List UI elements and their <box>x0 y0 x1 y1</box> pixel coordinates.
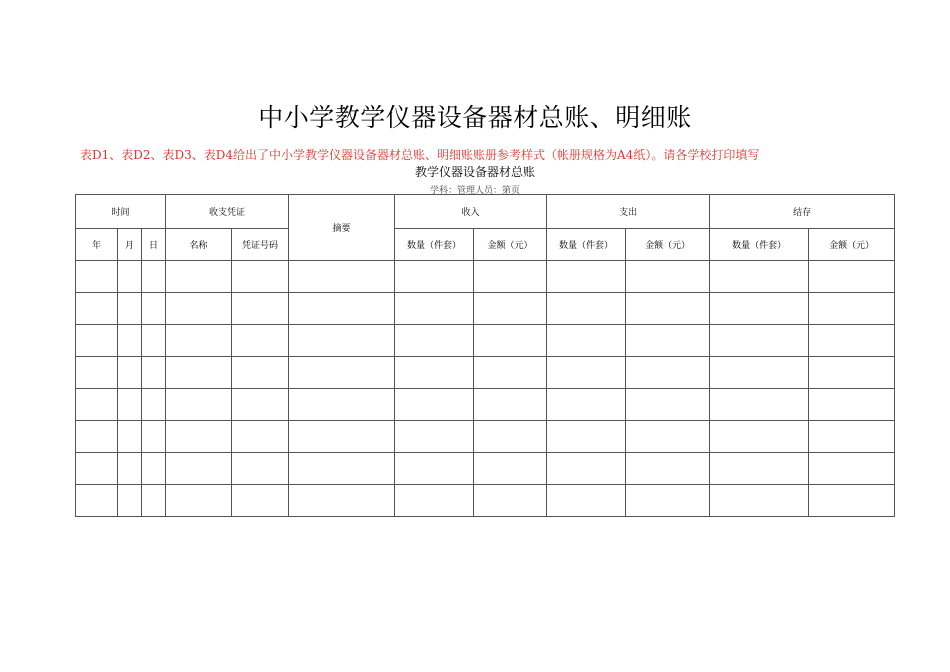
table-cell <box>626 453 710 485</box>
header-income: 收入 <box>395 195 547 229</box>
table-row <box>76 453 895 485</box>
table-cell <box>395 325 474 357</box>
table-cell <box>76 357 118 389</box>
table-cell <box>76 485 118 517</box>
table-cell <box>626 485 710 517</box>
table-cell <box>166 261 232 293</box>
table-row <box>76 485 895 517</box>
table-cell <box>289 357 395 389</box>
table-cell <box>474 421 547 453</box>
table-cell <box>232 357 289 389</box>
table-cell <box>626 421 710 453</box>
table-cell <box>289 421 395 453</box>
page-title: 中小学教学仪器设备器材总账、明细账 <box>258 103 692 132</box>
header-name: 名称 <box>166 229 232 261</box>
table-cell <box>547 357 626 389</box>
table-cell <box>232 325 289 357</box>
table-cell <box>289 261 395 293</box>
table-cell <box>118 261 142 293</box>
table-row <box>76 357 895 389</box>
table-cell <box>547 389 626 421</box>
table-cell <box>547 293 626 325</box>
ledger-meta-line: 学科：管理人员：第页 <box>429 186 520 196</box>
ledger-title: 教学仪器设备器材总账 <box>414 165 535 179</box>
table-cell <box>118 421 142 453</box>
table-cell <box>76 453 118 485</box>
table-cell <box>289 325 395 357</box>
table-cell <box>142 453 166 485</box>
table-cell <box>547 485 626 517</box>
header-summary: 摘要 <box>289 195 395 261</box>
table-cell <box>166 389 232 421</box>
table-cell <box>474 293 547 325</box>
table-row <box>76 325 895 357</box>
table-cell <box>142 485 166 517</box>
table-row <box>76 293 895 325</box>
header-expense-quantity: 数量（件套） <box>547 229 626 261</box>
table-cell <box>547 325 626 357</box>
table-cell <box>76 389 118 421</box>
table-cell <box>289 485 395 517</box>
table-cell <box>166 325 232 357</box>
table-cell <box>474 453 547 485</box>
table-cell <box>142 261 166 293</box>
header-voucher-number: 凭证号码 <box>232 229 289 261</box>
table-cell <box>232 453 289 485</box>
table-cell <box>118 389 142 421</box>
table-cell <box>118 485 142 517</box>
table-cell <box>710 325 809 357</box>
table-cell <box>166 485 232 517</box>
general-ledger-table <box>75 194 895 517</box>
table-cell <box>710 261 809 293</box>
table-cell <box>232 261 289 293</box>
table-cell <box>142 357 166 389</box>
table-cell <box>142 421 166 453</box>
header-expense-amount: 金额（元） <box>626 229 710 261</box>
table-row <box>76 421 895 453</box>
table-cell <box>474 261 547 293</box>
table-cell <box>395 453 474 485</box>
table-cell <box>809 453 895 485</box>
table-cell <box>395 485 474 517</box>
header-month: 月 <box>118 229 142 261</box>
header-income-amount: 金额（元） <box>474 229 547 261</box>
table-cell <box>710 453 809 485</box>
header-expense: 支出 <box>547 195 710 229</box>
table-cell <box>474 325 547 357</box>
table-row <box>76 389 895 421</box>
table-cell <box>232 485 289 517</box>
table-cell <box>232 389 289 421</box>
table-cell <box>626 261 710 293</box>
header-time: 时间 <box>76 195 166 229</box>
table-cell <box>710 485 809 517</box>
table-cell <box>710 421 809 453</box>
table-cell <box>809 261 895 293</box>
table-cell <box>710 357 809 389</box>
table-cell <box>395 389 474 421</box>
table-cell <box>809 325 895 357</box>
table-cell <box>289 293 395 325</box>
table-cell <box>289 453 395 485</box>
header-row-columns <box>76 229 895 261</box>
table-cell <box>547 421 626 453</box>
table-cell <box>166 421 232 453</box>
header-balance: 结存 <box>710 195 895 229</box>
table-cell <box>626 389 710 421</box>
table-cell <box>142 389 166 421</box>
table-cell <box>142 293 166 325</box>
table-cell <box>76 261 118 293</box>
table-cell <box>547 453 626 485</box>
table-cell <box>626 357 710 389</box>
table-cell <box>474 389 547 421</box>
table-cell <box>232 421 289 453</box>
table-cell <box>710 389 809 421</box>
table-cell <box>809 485 895 517</box>
header-voucher: 收支凭证 <box>166 195 289 229</box>
table-cell <box>626 293 710 325</box>
table-cell <box>118 453 142 485</box>
header-day: 日 <box>142 229 166 261</box>
table-cell <box>395 357 474 389</box>
table-cell <box>547 261 626 293</box>
table-cell <box>395 421 474 453</box>
header-row-groups <box>76 195 895 229</box>
header-income-quantity: 数量（件套） <box>395 229 474 261</box>
table-cell <box>166 453 232 485</box>
table-cell <box>289 389 395 421</box>
table-cell <box>809 421 895 453</box>
table-cell <box>395 261 474 293</box>
table-cell <box>809 357 895 389</box>
table-cell <box>118 325 142 357</box>
table-cell <box>474 485 547 517</box>
table-cell <box>166 357 232 389</box>
ledger-body <box>76 261 895 517</box>
table-cell <box>232 293 289 325</box>
table-cell <box>118 293 142 325</box>
table-cell <box>76 293 118 325</box>
instruction-note: 表D1、表D2、表D3、表D4给出了中小学教学仪器设备器材总账、明细账账册参考样式（帐册规格为A4纸）。请各学校打印填写 <box>80 148 760 162</box>
table-cell <box>710 293 809 325</box>
table-cell <box>142 325 166 357</box>
table-cell <box>626 325 710 357</box>
table-cell <box>395 293 474 325</box>
table-cell <box>474 357 547 389</box>
table-row <box>76 261 895 293</box>
table-cell <box>76 325 118 357</box>
table-cell <box>809 293 895 325</box>
header-year: 年 <box>76 229 118 261</box>
header-balance-amount: 金额（元） <box>809 229 895 261</box>
table-cell <box>809 389 895 421</box>
header-balance-quantity: 数量（件套） <box>710 229 809 261</box>
table-cell <box>166 293 232 325</box>
table-cell <box>76 421 118 453</box>
table-cell <box>118 357 142 389</box>
